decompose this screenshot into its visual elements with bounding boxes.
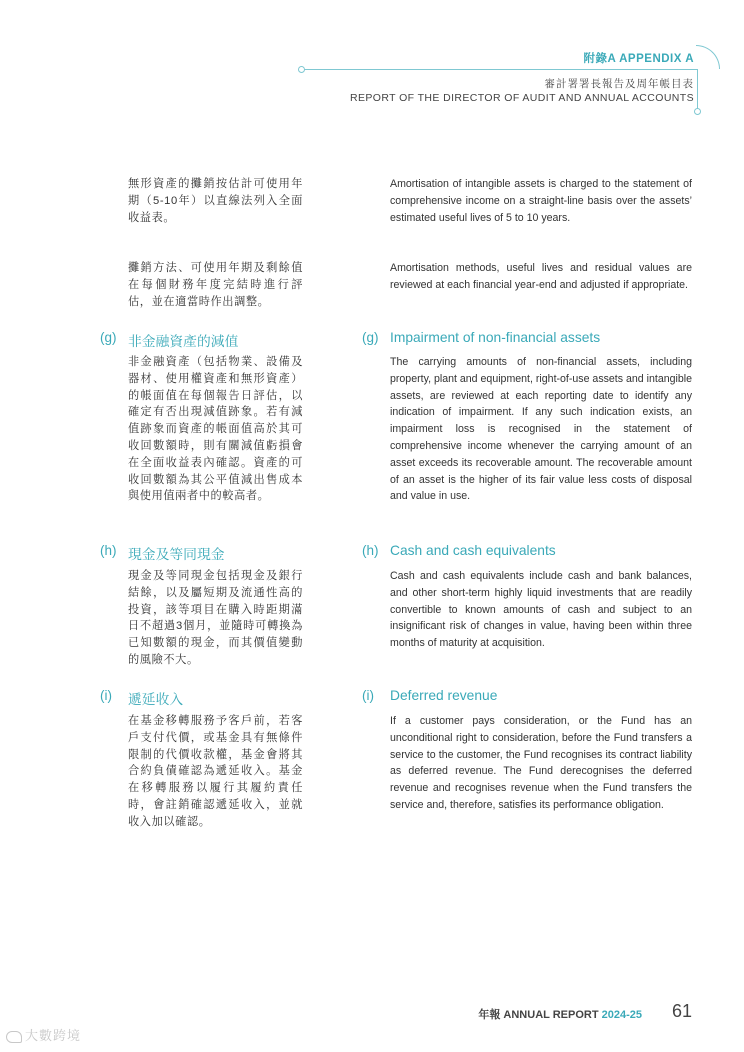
section-g-title-zh: 非金融資產的減值 [128, 334, 239, 349]
watermark-text: 大數跨境 [25, 1028, 82, 1043]
amortisation-methods-text-en: Amortisation methods, useful lives and residual values are reviewed at each financial year-end and adjusted if appropriate. [390, 262, 692, 291]
section-h-title-zh: 現金及等同現金 [128, 547, 225, 562]
section-h-body-zh: 現金及等同現金包括現金及銀行結餘，以及屬短期及流通性高的投資，該等項目在購入時距期滿日不超過3個月，並隨時可轉換為已知數額的現金，而其價值變動的風險不大。 [128, 570, 303, 666]
page-number: 61 [672, 1001, 693, 1021]
section-h-body-en: Cash and cash equivalents include cash and bank balances, and other short-term highly liquid investments that are readily convertible to known amounts of cash and subject to an insignificant risk of changes in value, having been within three months of maturity at acquisition. [390, 570, 692, 650]
section-h-label-zh: (h) [100, 543, 117, 558]
header-title-zh: 審計署署長報告及周年帳目表 [544, 78, 694, 90]
section-i-title-en: Deferred revenue [390, 688, 498, 703]
section-g-body-zh: 非金融資產（包括物業、設備及器材、使用權資產和無形資產）的帳面值在每個報告日評估，以確定有否出現減值跡象。若有減值跡象而資產的帳面值高於其可收回數額時，則有關減值虧損會在全面收益表內確認。資產的可收回數額為其公平值減出售成本與使用值兩者中的較高者。 [128, 356, 303, 503]
amortisation-methods-text-zh: 攤銷方法、可使用年期及剩餘值在每個財務年度完結時進行評估，並在適當時作出調整。 [128, 262, 303, 308]
section-i-body-en: If a customer pays consideration, or the Fund has an unconditional right to consideration, before the Fund transfers a service to the customer, the Fund recognises its contract liability as deferred revenue. The Fund derecognises the deferred revenue and recognises revenue when the Fund transfers the service and, therefore, satisfies its performance obligation. [390, 715, 692, 811]
section-h-title-en: Cash and cash equivalents [390, 543, 556, 558]
header-title-en: REPORT OF THE DIRECTOR OF AUDIT AND ANNUAL ACCOUNTS [349, 92, 694, 104]
header-rule-dot [298, 66, 305, 73]
section-i-title-zh: 遞延收入 [128, 692, 184, 707]
watermark [6, 1025, 81, 1044]
section-i-label-zh: (i) [100, 688, 112, 703]
header-vertical-dot [694, 108, 701, 115]
footer-annual-report-label: 年報 ANNUAL REPORT [478, 1009, 599, 1021]
header-rule [302, 69, 697, 70]
section-i-label-en: (i) [362, 688, 374, 703]
section-h-label-en: (h) [362, 543, 379, 558]
section-g-title-en: Impairment of non-financial assets [390, 330, 601, 345]
section-i-body-zh: 在基金移轉服務予客戶前，若客戶支付代價，或基金具有無條件限制的代價收款權，基金會將其合約負債確認為遞延收入。基金在移轉服務以履行其履約責任時，會註銷確認遞延收入，並就收入加以確認。 [128, 715, 303, 828]
amortisation-text-zh: 無形資產的攤銷按估計可使用年期（5-10年）以直線法列入全面收益表。 [128, 178, 303, 224]
watermark-logo-icon [6, 1031, 22, 1043]
appendix-label: 附錄A APPENDIX A [583, 53, 694, 65]
header-arc [696, 45, 720, 69]
section-g-label-zh: (g) [100, 330, 117, 345]
section-g-label-en: (g) [362, 330, 379, 345]
footer-year: 2024-25 [601, 1009, 642, 1021]
header-vertical-rule [697, 69, 698, 109]
footer-annual-report [478, 1006, 642, 1022]
section-g-body-en: The carrying amounts of non-financial assets, including property, plant and equipment, right-of-use assets and intangible assets, are reviewed at each reporting date to identify any indication of impairment. If any such indication exists, an impairment loss is recognised in the statement of comprehensive income whenever the carrying amount of an asset exceeds its recoverable amount. The recoverable amount of an asset is the higher of its fair value less costs of disposal and value in use. [390, 356, 692, 503]
amortisation-text-en: Amortisation of intangible assets is charged to the statement of comprehensive income on a straight-line basis over the assets’ estimated useful lives of 5 to 10 years. [390, 178, 692, 224]
